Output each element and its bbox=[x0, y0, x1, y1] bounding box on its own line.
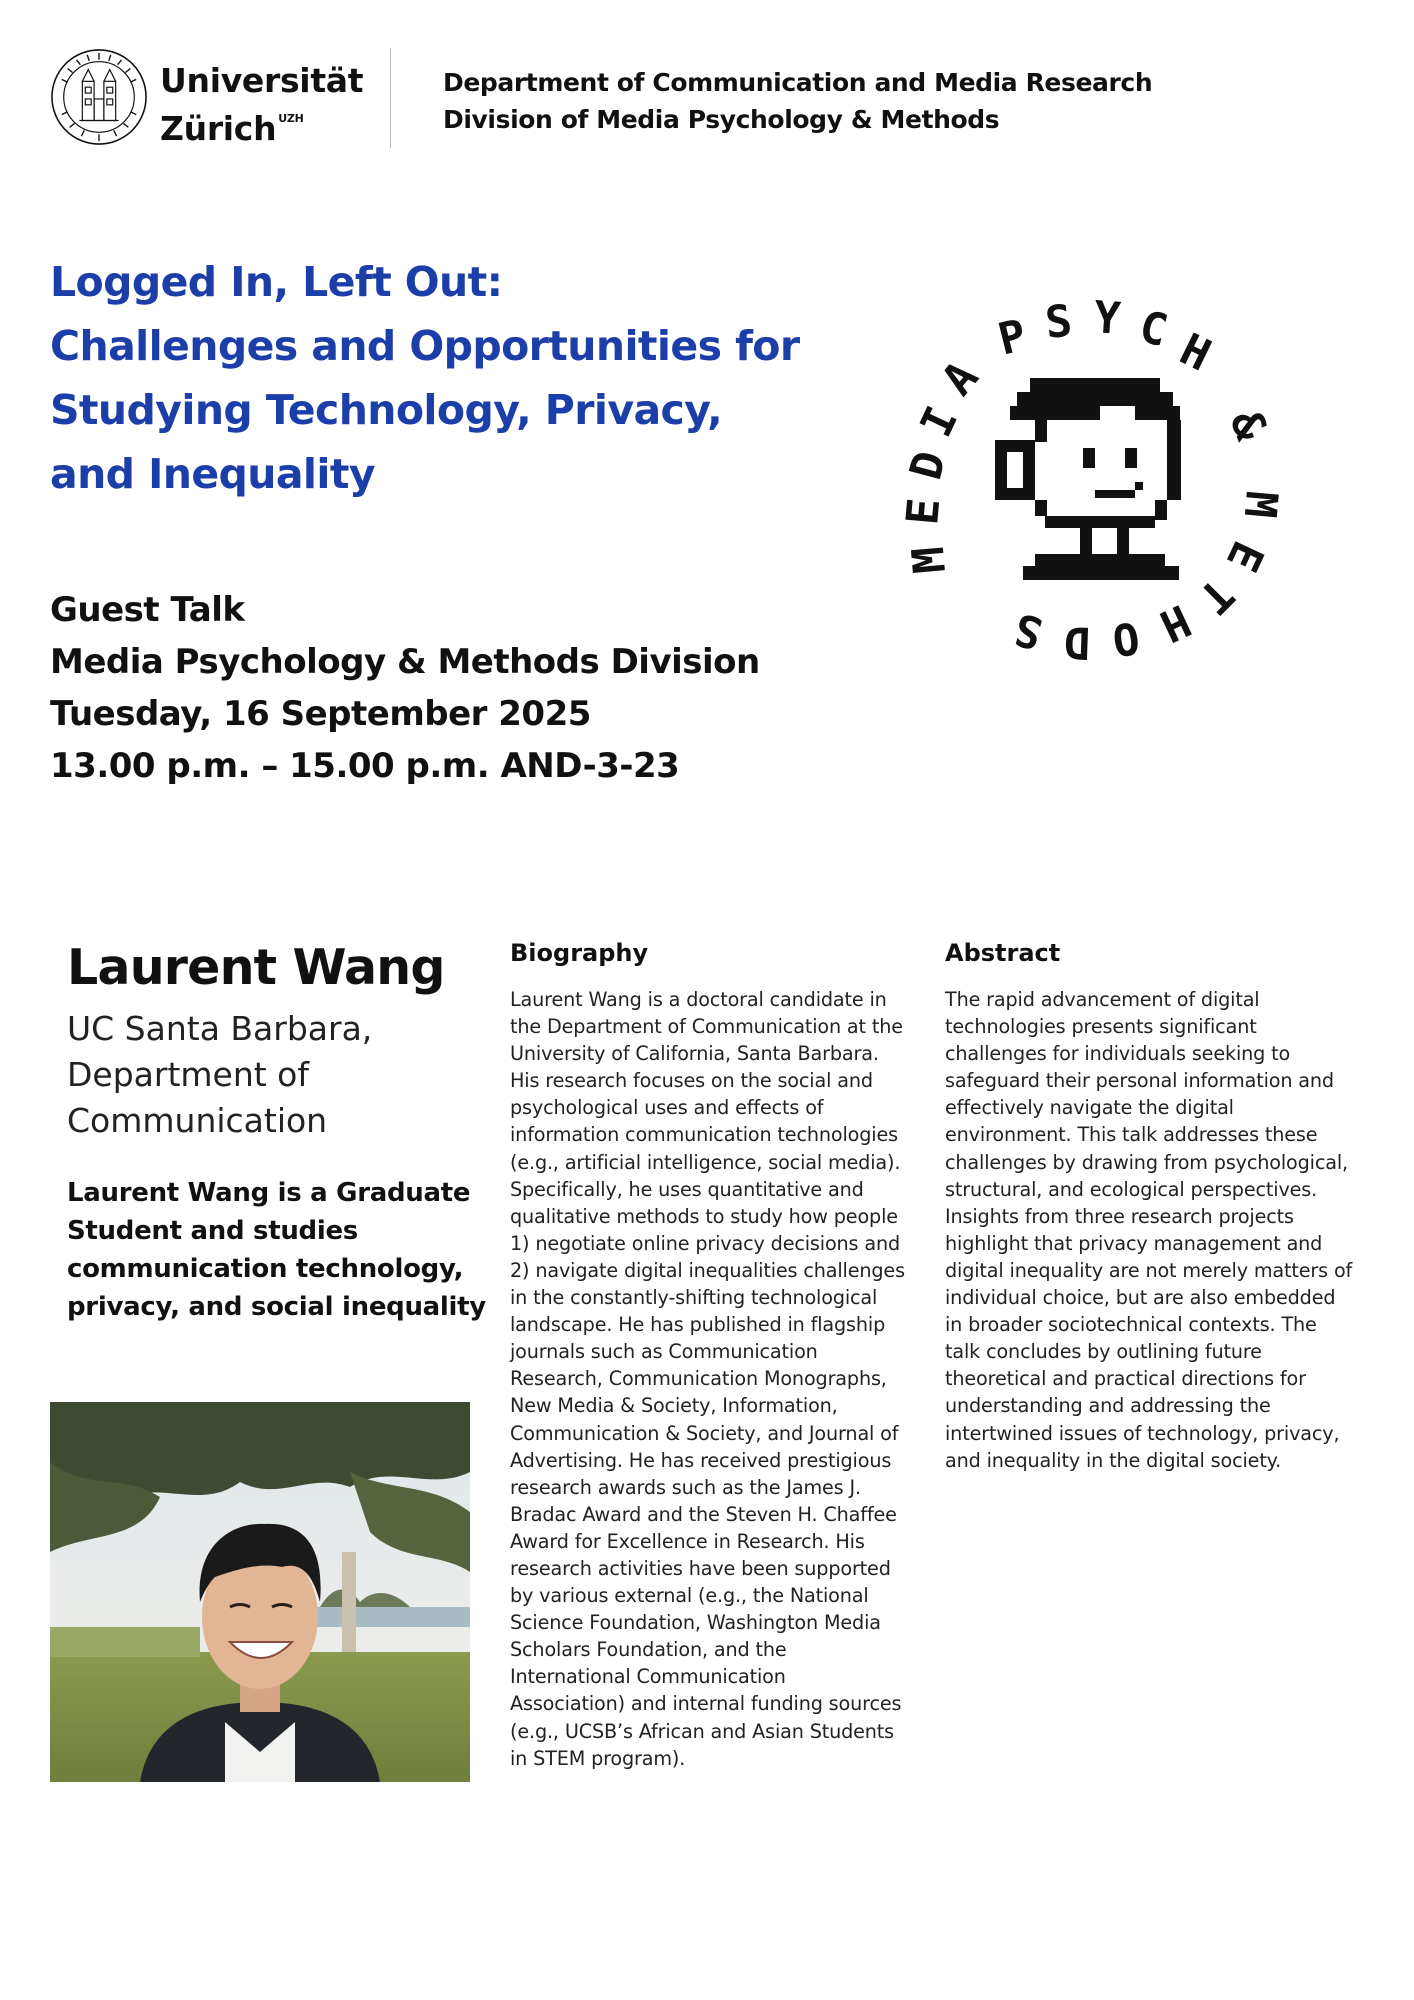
biography-line: (e.g., artificial intelligence, social media). bbox=[510, 1150, 901, 1174]
abstract-line: and inequality in the digital society. bbox=[945, 1448, 1282, 1472]
abstract-line: Insights from three research projects bbox=[945, 1204, 1294, 1228]
svg-text:Y: Y bbox=[1092, 292, 1123, 345]
summary-line4: privacy, and social inequality bbox=[67, 1292, 486, 1322]
abstract-line: highlight that privacy management and bbox=[945, 1231, 1323, 1255]
svg-text:C: C bbox=[1134, 301, 1173, 358]
svg-text:O: O bbox=[1109, 611, 1143, 666]
biography-line: Scholars Foundation, and the bbox=[510, 1638, 787, 1662]
svg-text:A: A bbox=[932, 351, 989, 406]
event-type: Guest Talk bbox=[50, 590, 245, 630]
abstract-text bbox=[945, 986, 1365, 1474]
biography-line: His research focuses on the social and bbox=[510, 1069, 873, 1093]
abstract-line: structural, and ecological perspectives. bbox=[945, 1177, 1318, 1201]
biography-line: qualitative methods to study how people bbox=[510, 1204, 898, 1228]
biography-line: journals such as Communication bbox=[510, 1340, 818, 1364]
summary-line2: Student and studies bbox=[67, 1216, 358, 1246]
biography-line: (e.g., UCSB’s African and Asian Students bbox=[510, 1719, 895, 1743]
biography-line: psychological uses and effects of bbox=[510, 1096, 824, 1120]
abstract-line: challenges for individuals seeking to bbox=[945, 1042, 1291, 1066]
biography-line: International Communication bbox=[510, 1665, 786, 1689]
biography-line: by various external (e.g., the National bbox=[510, 1584, 869, 1608]
title-line2: Challenges and Opportunities for bbox=[50, 322, 800, 370]
event-info bbox=[50, 584, 760, 792]
biography-line: landscape. He has published in flagship bbox=[510, 1313, 886, 1337]
abstract-line: safeguard their personal information and bbox=[945, 1069, 1334, 1093]
svg-text:P: P bbox=[993, 309, 1032, 366]
biography-line: research activities have been supported bbox=[510, 1556, 891, 1580]
abstract-line: environment. This talk addresses these bbox=[945, 1123, 1318, 1147]
svg-text:T: T bbox=[1188, 568, 1244, 624]
abstract-line: individual choice, but are also embedded bbox=[945, 1286, 1336, 1310]
biography-line: research awards such as the James J. bbox=[510, 1475, 861, 1499]
summary-line3: communication technology, bbox=[67, 1254, 464, 1284]
abstract-line: challenges by drawing from psychological, bbox=[945, 1150, 1348, 1174]
svg-text:E: E bbox=[1215, 533, 1274, 579]
abstract-line: The rapid advancement of digital bbox=[945, 988, 1260, 1011]
media-psych-methods-logo bbox=[885, 270, 1305, 670]
svg-text:M: M bbox=[1233, 489, 1287, 520]
university-name bbox=[160, 62, 363, 148]
svg-text:&: & bbox=[1219, 404, 1277, 447]
biography-line: information communication technologies bbox=[510, 1123, 898, 1147]
biography-line: 2) navigate digital inequalities challenges bbox=[510, 1258, 905, 1282]
title-line4: and Inequality bbox=[50, 450, 375, 498]
abstract-line: in broader sociotechnical contexts. The bbox=[945, 1313, 1317, 1337]
affil-line1: UC Santa Barbara, bbox=[67, 1009, 373, 1048]
university-line1: Universität bbox=[160, 61, 364, 100]
affil-line2: Department of bbox=[67, 1055, 309, 1094]
svg-text:E: E bbox=[897, 496, 951, 527]
talk-title bbox=[50, 250, 880, 506]
university-line2: Zürich bbox=[160, 109, 277, 148]
biography-text bbox=[510, 986, 930, 1772]
affil-line3: Communication bbox=[67, 1101, 328, 1140]
title-line3: Studying Technology, Privacy, bbox=[50, 386, 723, 434]
biography-line: Award for Excellence in Research. His bbox=[510, 1529, 865, 1553]
abstract-line: effectively navigate the digital bbox=[945, 1096, 1234, 1120]
biography-heading: Biography bbox=[510, 939, 649, 967]
biography-line: University of California, Santa Barbara. bbox=[510, 1042, 879, 1066]
biography-line: Laurent Wang is a doctoral candidate in bbox=[510, 988, 887, 1011]
summary-line1: Laurent Wang is a Graduate bbox=[67, 1178, 471, 1208]
svg-text:I: I bbox=[910, 399, 969, 445]
event-time-room: 13.00 p.m. – 15.00 p.m. AND-3-23 bbox=[50, 746, 680, 786]
biography-line: Research, Communication Monographs, bbox=[510, 1367, 887, 1391]
abstract-line: theoretical and practical directions for bbox=[945, 1367, 1306, 1391]
biography-line: 1) negotiate online privacy decisions and bbox=[510, 1231, 900, 1255]
svg-text:S: S bbox=[1009, 602, 1048, 659]
biography-line: Science Foundation, Washington Media bbox=[510, 1611, 881, 1635]
speaker-affiliation bbox=[67, 1006, 372, 1144]
biography-line: the Department of Communication at the bbox=[510, 1015, 903, 1039]
header-divider bbox=[390, 48, 391, 148]
uzh-seal-logo bbox=[50, 48, 148, 146]
abstract-line: technologies presents significant bbox=[945, 1015, 1257, 1039]
svg-text:D: D bbox=[1063, 616, 1092, 668]
speaker-name: Laurent Wang bbox=[67, 939, 445, 996]
svg-text:H: H bbox=[1152, 594, 1198, 652]
department-block bbox=[443, 64, 1152, 138]
header bbox=[50, 48, 1370, 150]
abstract-line: intertwined issues of technology, privacy, bbox=[945, 1421, 1340, 1445]
biography-line: in the constantly-shifting technological bbox=[510, 1286, 878, 1310]
biography-line: in STEM program). bbox=[510, 1746, 686, 1770]
speaker-photo bbox=[50, 1402, 470, 1782]
abstract-line: digital inequality are not merely matters of bbox=[945, 1258, 1353, 1282]
svg-text:D: D bbox=[900, 446, 957, 485]
university-sup: UZH bbox=[278, 112, 304, 125]
department-name: Department of Communication and Media Research bbox=[443, 68, 1153, 97]
division-name: Division of Media Psychology & Methods bbox=[443, 105, 1000, 134]
abstract-heading: Abstract bbox=[945, 939, 1061, 967]
biography-line: Bradac Award and the Steven H. Chaffee bbox=[510, 1502, 897, 1526]
biography-line: New Media & Society, Information, bbox=[510, 1394, 838, 1418]
abstract-line: understanding and addressing the bbox=[945, 1394, 1271, 1418]
biography-line: Specifically, he uses quantitative and bbox=[510, 1177, 864, 1201]
svg-text:M: M bbox=[902, 544, 956, 576]
svg-text:S: S bbox=[1042, 295, 1075, 349]
event-date: Tuesday, 16 September 2025 bbox=[50, 694, 591, 734]
biography-line: Advertising. He has received prestigious bbox=[510, 1448, 892, 1472]
biography-line: Communication & Society, and Journal of bbox=[510, 1421, 899, 1445]
event-division: Media Psychology & Methods Division bbox=[50, 642, 760, 682]
speaker-summary bbox=[67, 1174, 487, 1326]
abstract-line: talk concludes by outlining future bbox=[945, 1340, 1262, 1364]
biography-line: Association) and internal funding sources bbox=[510, 1692, 902, 1716]
title-line1: Logged In, Left Out: bbox=[50, 258, 503, 306]
svg-text:H: H bbox=[1172, 324, 1219, 382]
